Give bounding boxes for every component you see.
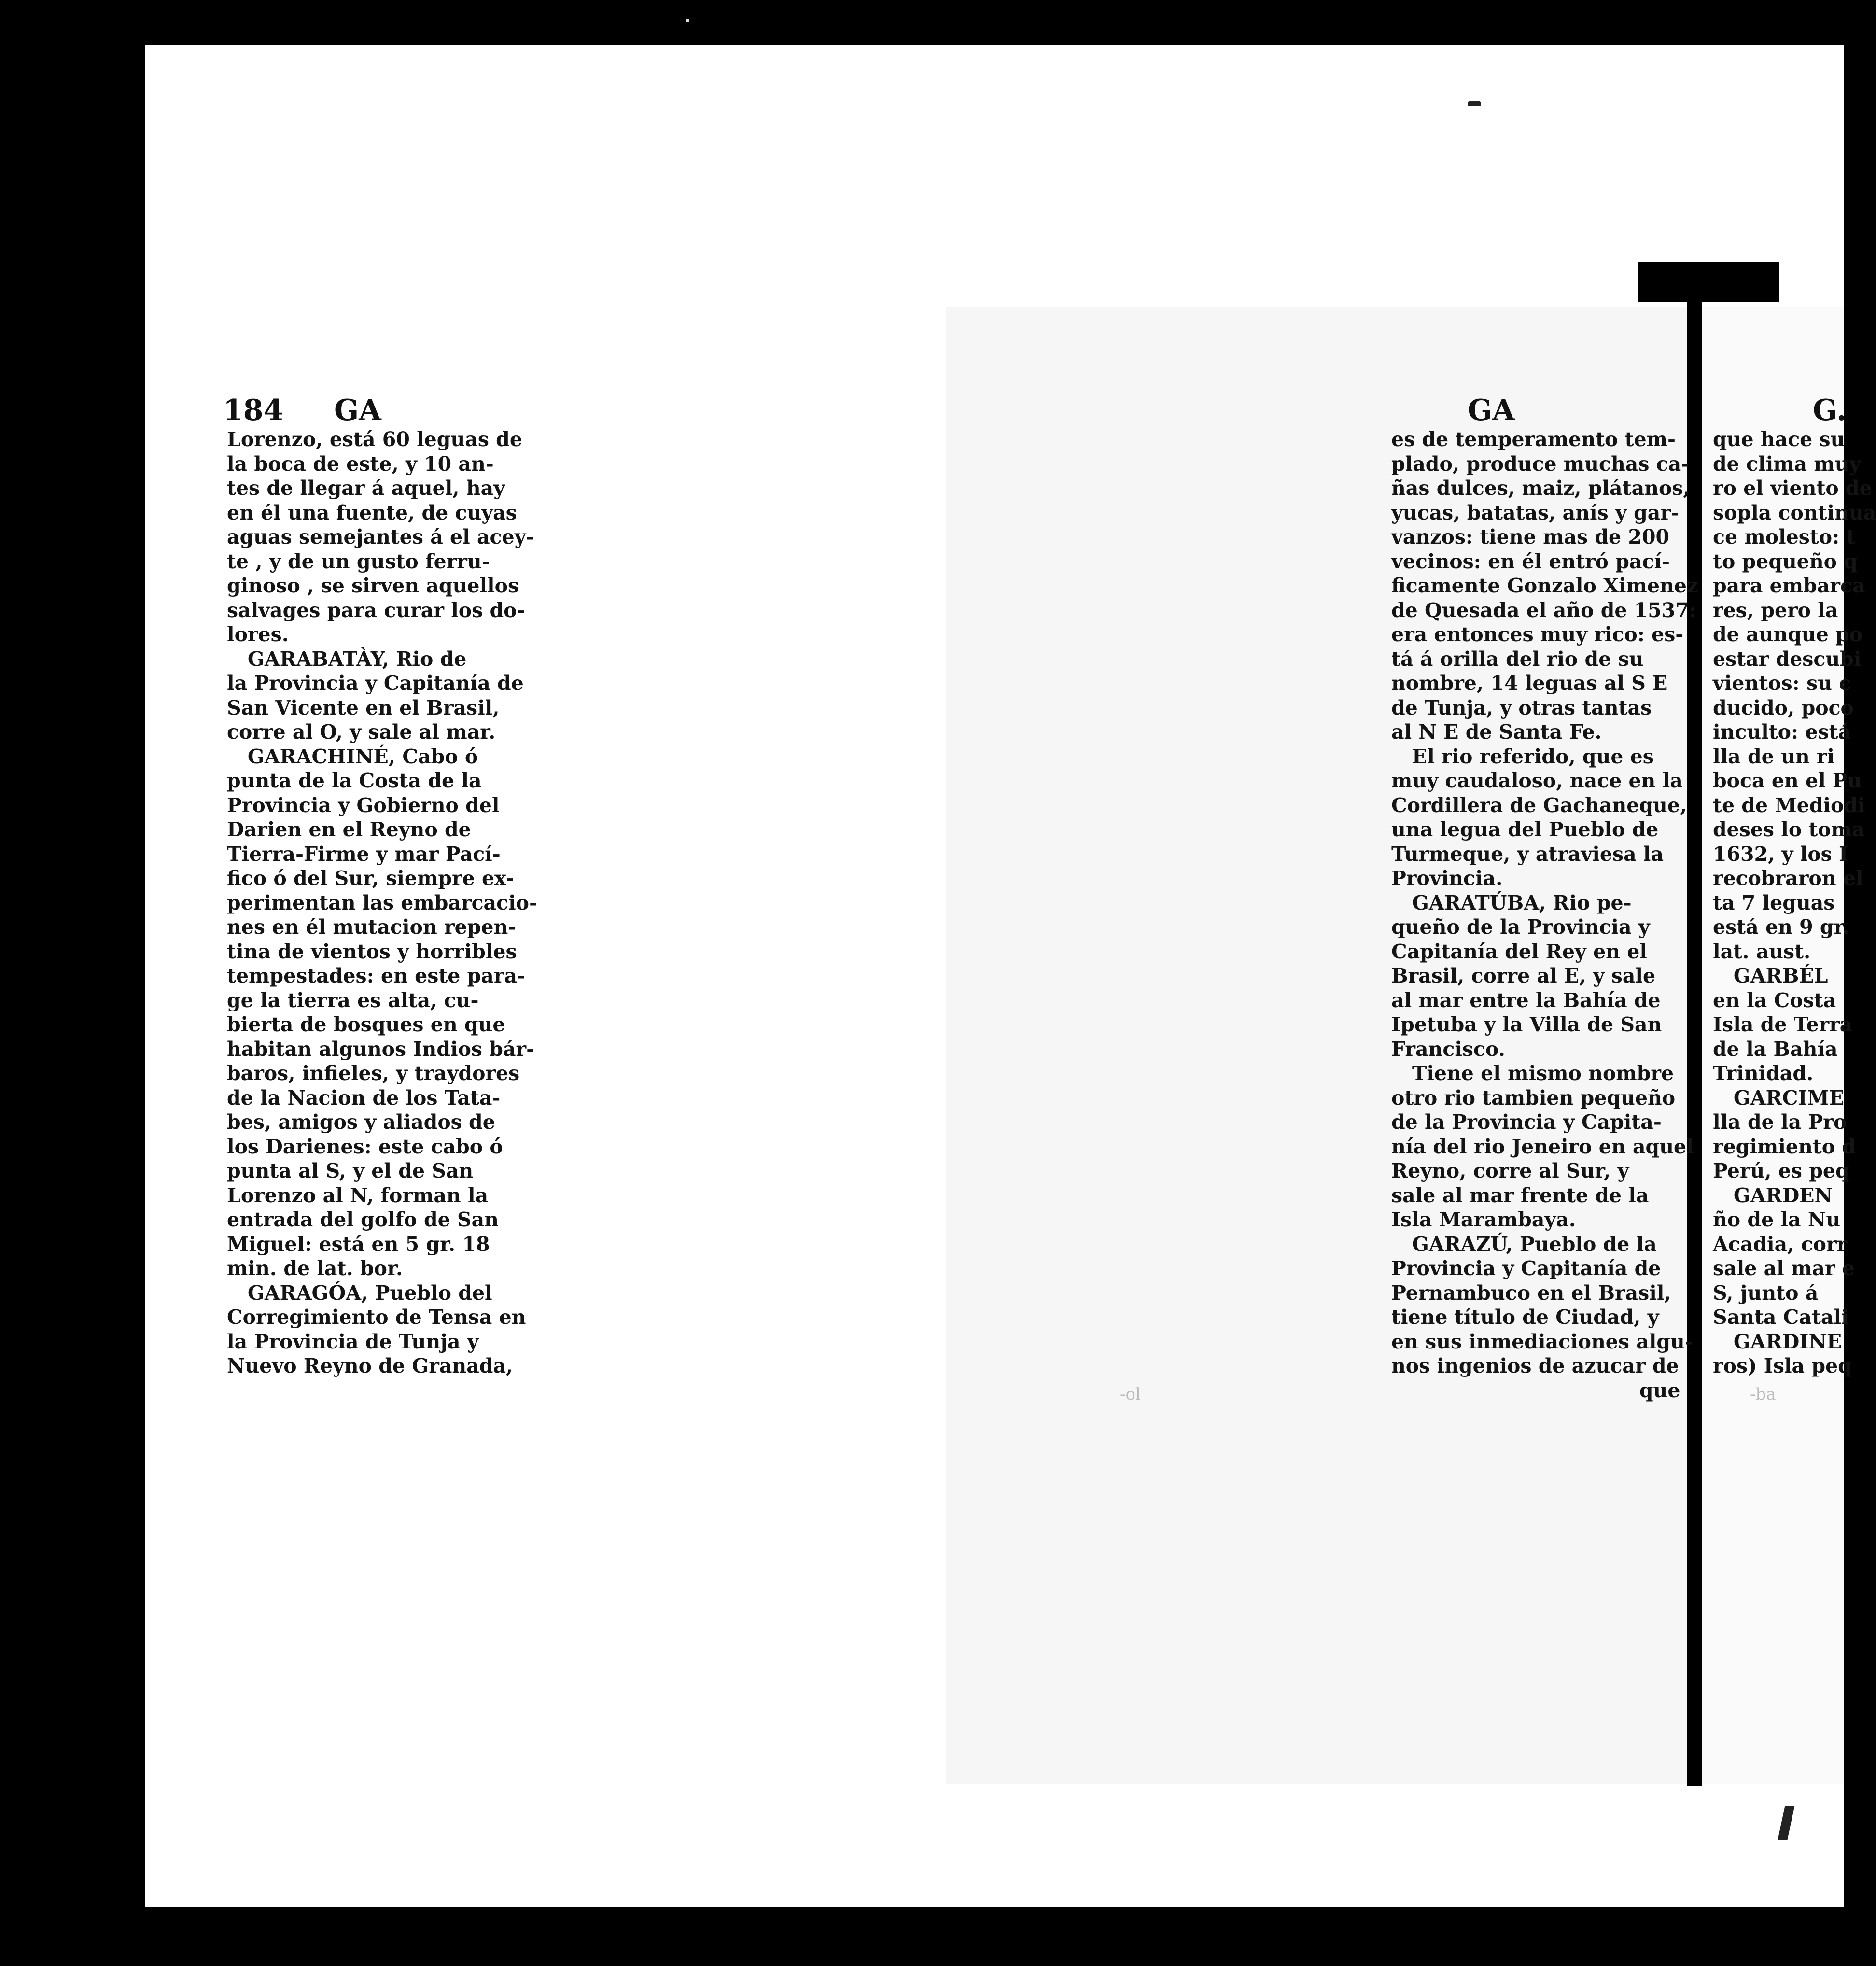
text-line: deses lo toma [1713, 818, 1865, 841]
running-head-center: GA [1468, 393, 1515, 427]
text-line: Corregimiento de Tensa en [227, 1306, 526, 1329]
text-line: min. de lat. bor. [227, 1257, 403, 1280]
text-line: Provincia y Gobierno del [227, 793, 500, 817]
text-line: fico ó del Sur, siempre ex- [227, 867, 514, 890]
running-head-right: G. [1813, 393, 1847, 427]
text-line: en él una fuente, de cuyas [227, 501, 517, 524]
text-line: ducido, poco [1713, 696, 1854, 719]
text-line: tes de llegar á aquel, hay [227, 477, 505, 500]
text-line: sale al mar e [1713, 1257, 1855, 1280]
binding-edge [97, 46, 126, 1966]
text-line: vientos: su c [1713, 672, 1851, 695]
catchword-left: -ol [1120, 1385, 1141, 1404]
text-line: Brasil, corre al E, y sale [1391, 964, 1656, 987]
text-line: lla de la Pro [1713, 1110, 1847, 1134]
text-line: que [1391, 1378, 1680, 1402]
running-head-left: GA [334, 393, 381, 427]
text-line: ginoso , se sirven aquellos [227, 574, 519, 597]
text-line: tempestades: en este para- [227, 964, 526, 987]
text-line: sale al mar frente de la [1391, 1183, 1649, 1207]
dust-speck [686, 19, 689, 22]
text-line: yucas, batatas, anís y gar- [1391, 501, 1679, 524]
text-line: Ipetuba y la Villa de San [1391, 1013, 1662, 1036]
text-line: otro rio tambien pequeño [1391, 1086, 1676, 1109]
text-line: bierta de bosques en que [227, 1013, 505, 1036]
text-line: nos ingenios de azucar de [1391, 1354, 1679, 1377]
text-line: habitan algunos Indios bár- [227, 1037, 535, 1061]
text-line: de aunque po [1713, 623, 1863, 646]
page-clip-tab [1638, 262, 1779, 302]
text-line: baros, infieles, y traydores [227, 1062, 520, 1085]
text-line: la Provincia de Tunja y [227, 1330, 479, 1353]
text-line: Perú, es peq [1713, 1159, 1849, 1182]
text-line: lat. aust. [1713, 940, 1811, 963]
text-line: Nuevo Reyno de Granada, [227, 1354, 513, 1377]
text-line: queño de la Provincia y [1391, 915, 1650, 939]
text-line: punta al S, y el de San [227, 1159, 474, 1182]
text-line: nes en él mutacion repen- [227, 915, 517, 939]
text-line: San Vicente en el Brasil, [227, 696, 500, 719]
text-line: de Tunja, y otras tantas [1391, 696, 1652, 719]
text-line: regimiento d [1713, 1135, 1856, 1158]
text-line: está en 9 gr. [1713, 915, 1849, 939]
text-line: Turmeque, y atraviesa la [1391, 842, 1664, 866]
text-line: punta de la Costa de la [227, 769, 482, 792]
text-line: era entonces muy rico: es- [1391, 623, 1684, 646]
text-line: Francisco. [1391, 1037, 1505, 1061]
text-line: al mar entre la Bahía de [1391, 988, 1661, 1012]
text-line: Lorenzo al N, forman la [227, 1183, 489, 1207]
text-line: sopla continua [1713, 501, 1876, 524]
text-line: Pernambuco en el Brasil, [1391, 1281, 1671, 1305]
text-line: Reyno, corre al Sur, y [1391, 1159, 1629, 1182]
text-line: GARDINE [1713, 1330, 1842, 1353]
text-line: lla de un ri [1713, 744, 1835, 768]
text-line: ros) Isla peq [1713, 1354, 1852, 1377]
text-line: de la Provincia y Capita- [1391, 1110, 1662, 1134]
text-line: lores. [227, 623, 289, 646]
text-line: corre al O, y sale al mar. [227, 720, 496, 744]
text-line: Tierra-Firme y mar Pací- [227, 842, 501, 866]
text-line: Santa Catali [1713, 1306, 1849, 1329]
text-line: Cordillera de Gachaneque, [1391, 793, 1687, 817]
text-line: en la Costa [1713, 988, 1836, 1012]
text-line: una legua del Pueblo de [1391, 818, 1659, 841]
text-line: Tiene el mismo nombre [1391, 1062, 1674, 1085]
text-line: Provincia y Capitanía de [1391, 1257, 1661, 1280]
text-line: Darien en el Reyno de [227, 818, 471, 841]
text-line: GARABATÀY, Rio de [227, 647, 467, 671]
text-line: la Provincia y Capitanía de [227, 672, 524, 695]
text-line: recobraron el [1713, 867, 1863, 890]
text-line: ño de la Nu [1713, 1208, 1841, 1231]
text-line: perimentan las embarcacio- [227, 891, 538, 914]
text-line: GARAZÚ, Pueblo de la [1391, 1232, 1657, 1256]
text-line: nombre, 14 leguas al S E [1391, 672, 1668, 695]
text-line: ro el viento de [1713, 477, 1872, 500]
text-line: tá á orilla del rio de su [1391, 647, 1644, 671]
text-line: entrada del golfo de San [227, 1208, 499, 1231]
text-line: res, pero la [1713, 598, 1838, 622]
text-line: tina de vientos y horribles [227, 940, 517, 963]
text-line: ñas dulces, maiz, plátanos, [1391, 477, 1690, 500]
text-line: GARCIME [1713, 1086, 1845, 1109]
text-line: salvages para curar los do- [227, 598, 525, 622]
text-line: la boca de este, y 10 an- [227, 452, 494, 476]
text-line: GARAGÓA, Pueblo del [227, 1281, 492, 1305]
text-line: de clima muy [1713, 452, 1861, 476]
text-line: ge la tierra es alta, cu- [227, 988, 479, 1012]
text-line: plado, produce muchas ca- [1391, 452, 1690, 476]
text-line: nía del rio Jeneiro en aquel [1391, 1135, 1694, 1158]
text-line: aguas semejantes á el acey- [227, 525, 534, 548]
text-line: que hace su [1713, 428, 1845, 451]
text-line: GARBÉL [1713, 964, 1828, 987]
text-line: en sus inmediaciones algu- [1391, 1330, 1693, 1353]
text-line: Isla de Terra [1713, 1013, 1853, 1036]
text-line: te de Mediodi [1713, 793, 1865, 817]
text-column-right [1713, 427, 1876, 1378]
text-line: es de temperamento tem- [1391, 428, 1676, 451]
text-column-middle [1391, 427, 1698, 1403]
text-line: inculto: está [1713, 720, 1851, 744]
text-line: Provincia. [1391, 867, 1503, 890]
text-line: ce molesto: t [1713, 525, 1856, 548]
text-line: bes, amigos y aliados de [227, 1110, 495, 1134]
text-line: boca en el Pu [1713, 769, 1862, 792]
text-line: GARACHINÉ, Cabo ó [227, 744, 478, 768]
text-line: al N E de Santa Fe. [1391, 720, 1602, 744]
ink-smudge [1468, 101, 1481, 106]
text-line: los Darienes: este cabo ó [227, 1135, 503, 1158]
text-line: para embarca [1713, 574, 1865, 597]
text-line: muy caudaloso, nace en la [1391, 769, 1683, 792]
text-line: Isla Marambaya. [1391, 1208, 1576, 1231]
page-number: 184 [223, 393, 284, 427]
text-line: to pequeño q [1713, 549, 1858, 573]
text-line: ficamente Gonzalo Ximenez [1391, 574, 1698, 597]
text-line: te , y de un gusto ferru- [227, 549, 490, 573]
text-line: 1632, y los I [1713, 842, 1848, 866]
text-line: ta 7 leguas [1713, 891, 1835, 914]
catchword-right: -ba [1750, 1385, 1776, 1404]
text-line: de la Bahía [1713, 1037, 1838, 1061]
text-line: Acadia, corr [1713, 1232, 1848, 1256]
text-line: vecinos: en él entró pací- [1391, 549, 1670, 573]
text-line: GARATÚBA, Rio pe- [1391, 891, 1632, 914]
text-line: tiene título de Ciudad, y [1391, 1306, 1659, 1329]
text-line: de Quesada el año de 1537: [1391, 598, 1696, 622]
text-line: S, junto á [1713, 1281, 1819, 1305]
text-line: vanzos: tiene mas de 200 [1391, 525, 1670, 548]
text-line: GARDEN [1713, 1183, 1833, 1207]
text-line: de la Nacion de los Tata- [227, 1086, 501, 1109]
text-line: Miguel: está en 5 gr. 18 [227, 1232, 490, 1256]
text-line: Lorenzo, está 60 leguas de [227, 428, 522, 451]
text-line: El rio referido, que es [1391, 744, 1654, 768]
text-line: Trinidad. [1713, 1062, 1814, 1085]
text-line: Capitanía del Rey en el [1391, 940, 1647, 963]
text-column-left [227, 427, 537, 1378]
text-line: estar descubi [1713, 647, 1862, 671]
